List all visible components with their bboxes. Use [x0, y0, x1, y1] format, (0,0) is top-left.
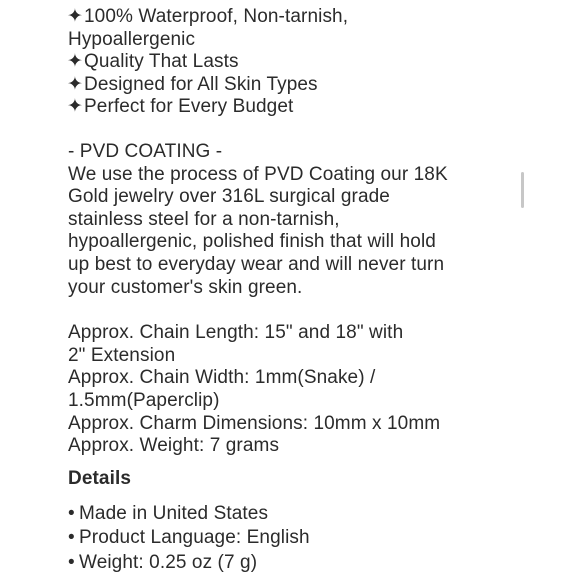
pvd-heading: - PVD COATING -: [68, 140, 223, 162]
spec-line: 1.5mm(Paperclip): [68, 389, 220, 411]
details-heading: Details: [68, 467, 132, 489]
spec-line: Approx. Weight: 7 grams: [68, 435, 280, 457]
pvd-text-line: hypoallergenic, polished finish that will hold: [68, 231, 436, 253]
feature-item: ✦Quality That Lasts: [67, 51, 239, 73]
feature-item: ✦100% Waterproof, Non-tarnish,: [67, 6, 349, 27]
spec-line: Approx. Chain Length: 15" and 18" with: [68, 322, 404, 344]
feature-item: ✦Perfect for Every Budget: [67, 96, 294, 118]
feature-list: [68, 6, 528, 119]
feature-item-continuation: Hypoallergenic: [68, 28, 196, 50]
pvd-text-line: We use the process of PVD Coating our 18K: [68, 163, 448, 185]
product-description: [68, 6, 528, 575]
specs-section: [68, 322, 528, 458]
bullet-icon: •: [68, 551, 75, 573]
pvd-text-line: Gold jewelry over 316L surgical grade: [68, 186, 390, 208]
pvd-coating-section: [68, 141, 528, 299]
list-item: • Product Language: English: [68, 526, 528, 551]
star-icon: ✦: [67, 6, 84, 27]
list-item: • Made in United States: [68, 502, 528, 527]
bullet-icon: •: [68, 527, 75, 549]
star-icon: ✦: [67, 73, 84, 95]
pvd-text-line: up best to everyday wear and will never turn: [68, 253, 445, 275]
spec-line: 2" Extension: [68, 344, 176, 366]
bullet-icon: •: [68, 502, 75, 524]
star-icon: ✦: [67, 51, 84, 73]
scrollbar-thumb[interactable]: [521, 172, 524, 208]
feature-item: ✦Designed for All Skin Types: [67, 73, 318, 95]
star-icon: ✦: [67, 96, 84, 118]
details-list: [68, 502, 528, 576]
pvd-text-line: your customer's skin green.: [68, 276, 303, 298]
spec-line: Approx. Chain Width: 1mm(Snake) /: [68, 367, 376, 389]
spec-line: Approx. Charm Dimensions: 10mm x 10mm: [68, 412, 441, 434]
list-item: • Weight: 0.25 oz (7 g): [68, 551, 528, 576]
pvd-text-line: stainless steel for a non-tarnish,: [68, 208, 340, 230]
